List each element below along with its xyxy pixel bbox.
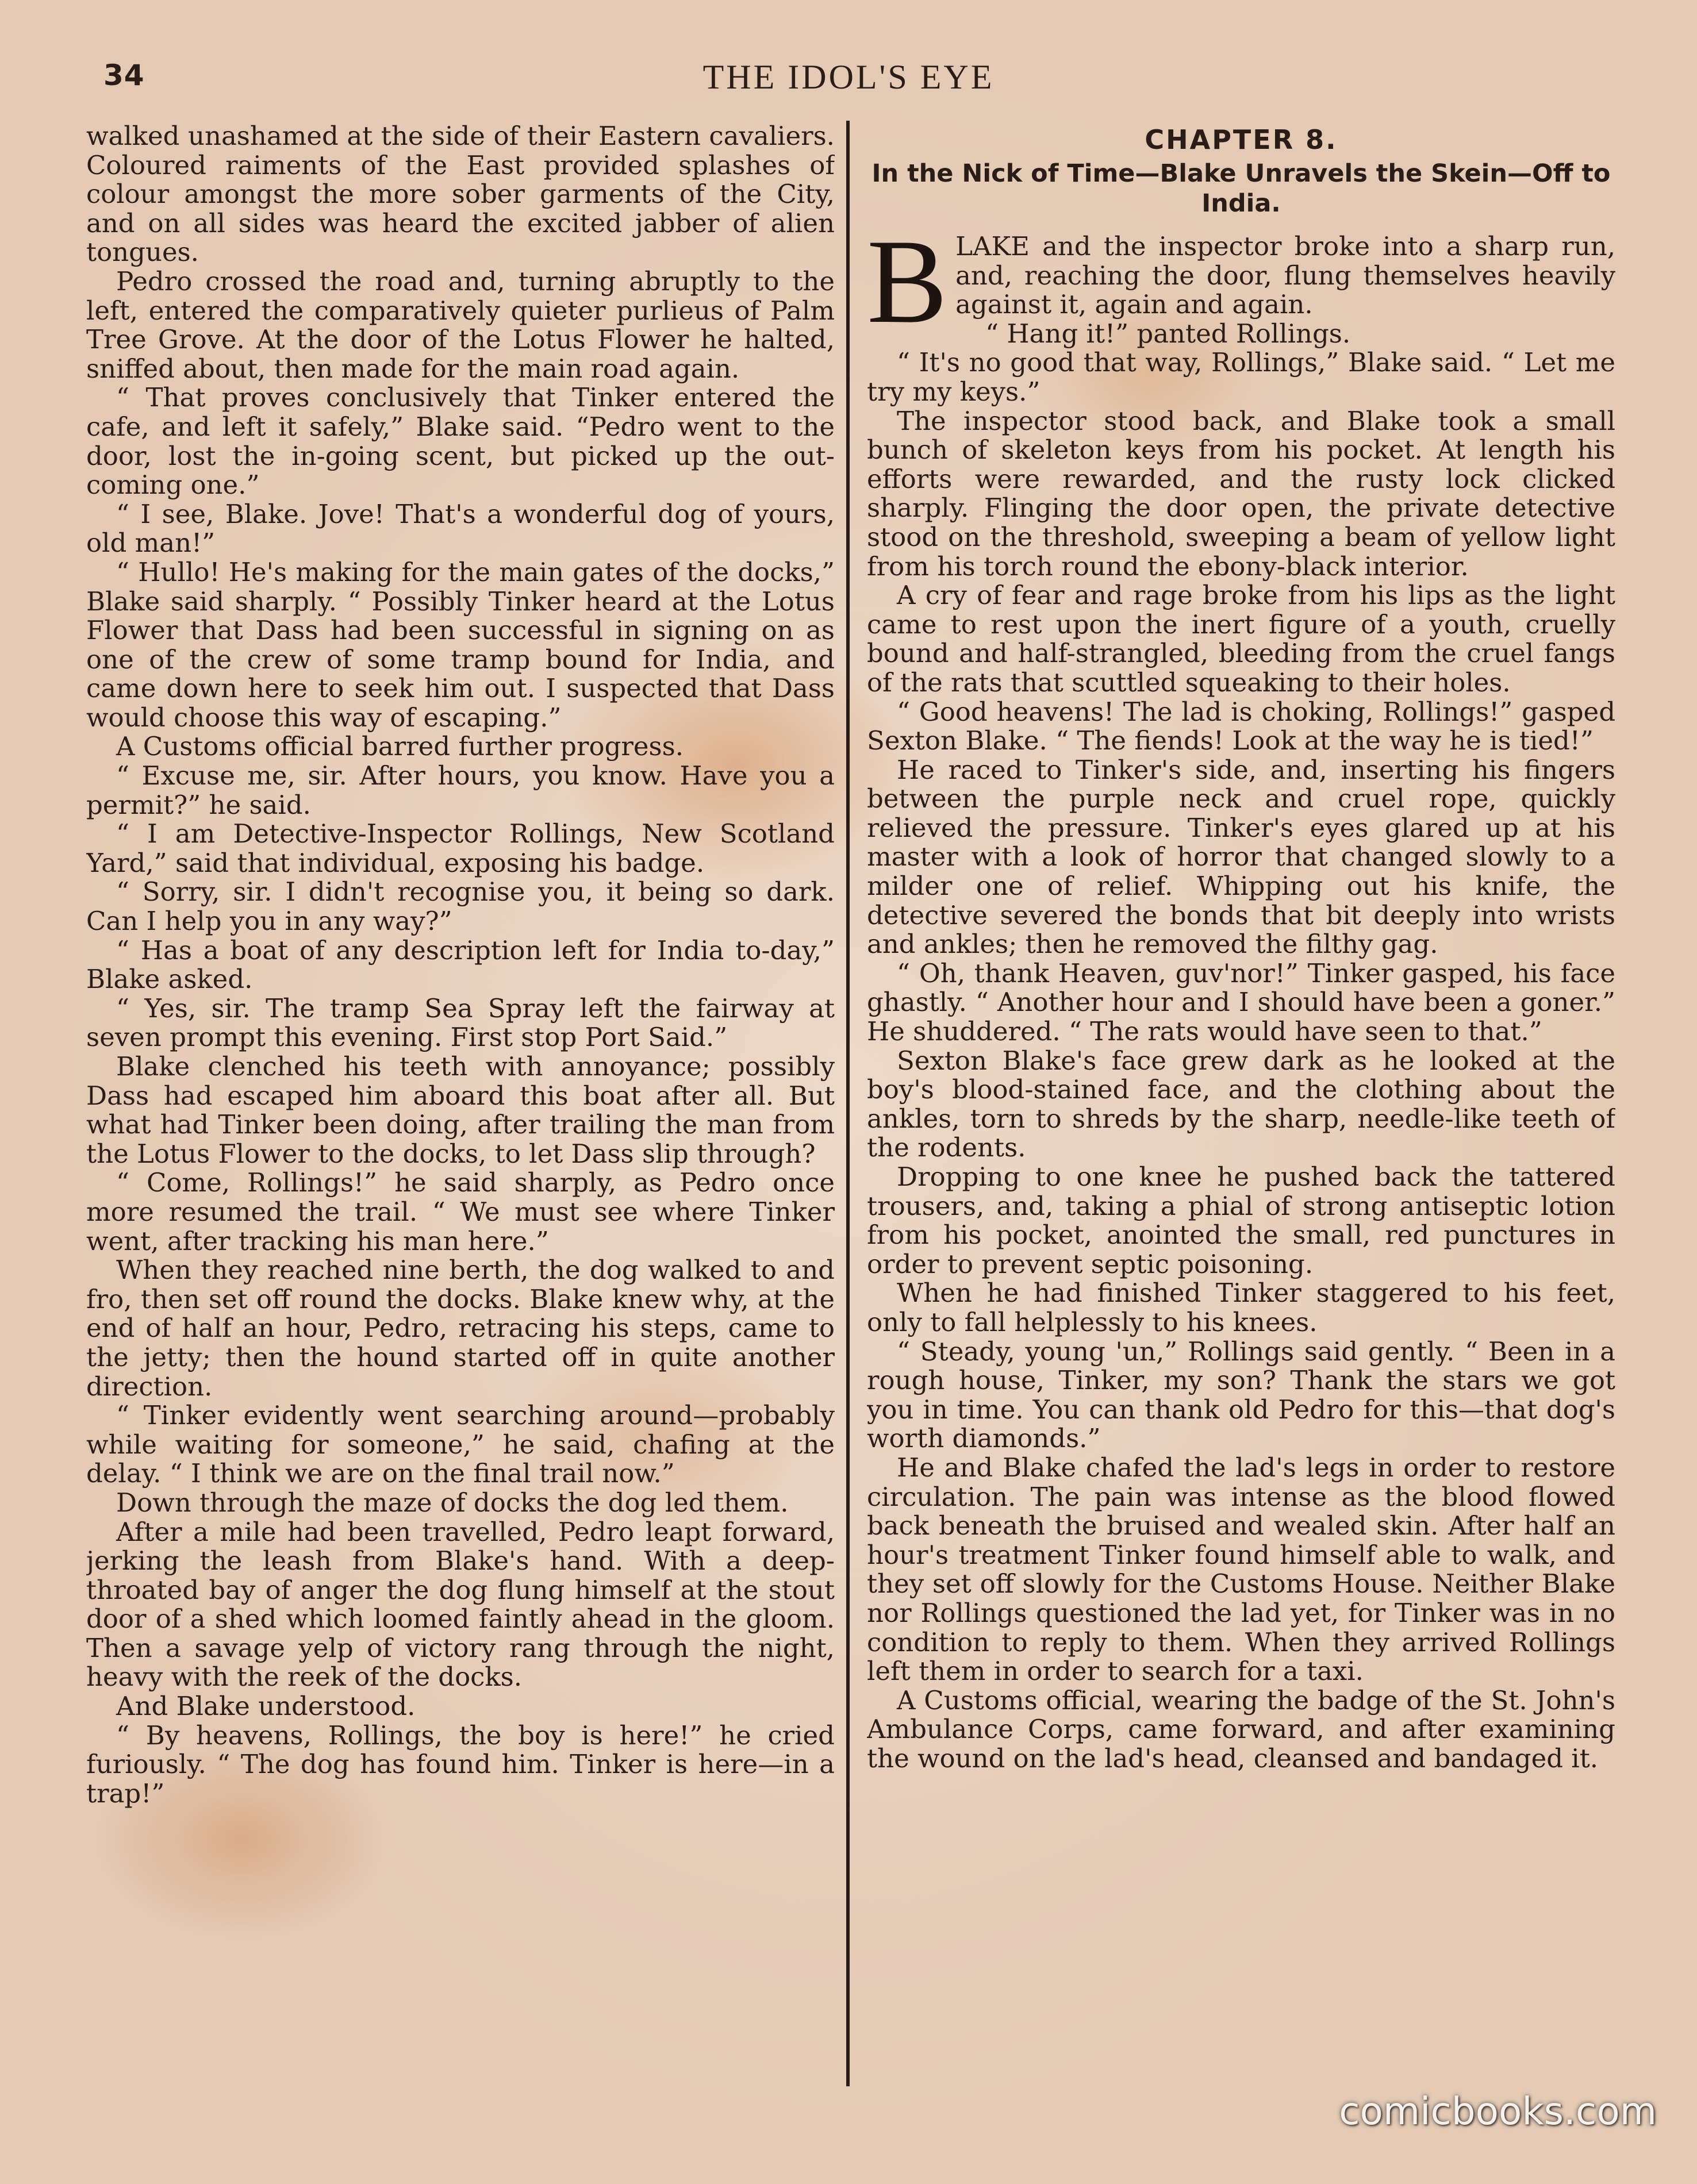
- chapter-subtitle: In the Nick of Time—Blake Unravels the Skein—Off to India.: [871, 159, 1611, 218]
- left-paragraph: “ That proves conclusively that Tinker entered the cafe, and left it safely,” Blake said. “Pedro went to the door, lost the in-going scent, but picked up the out-coming one.”: [86, 382, 835, 501]
- left-paragraph: “ Hullo! He's making for the main gates of the docks,” Blake said sharply. “ Possibly Tinker heard at the Lotus Flower that Dass had been successful in signing on as one of the crew of some tramp bound for India, and came down here to seek him out. I suspected that Dass would choose this way of escaping.”: [86, 556, 835, 733]
- right-paragraph: “ Hang it!” panted Rollings.: [985, 318, 1351, 349]
- right-paragraph: A cry of fear and rage broke from his lips as the light came to rest upon the inert figure of a youth, cruelly bound and half-strangled, bleeding from the cruel fangs of the rats that scuttled squeaking to their holes.: [867, 580, 1615, 698]
- right-paragraph: “ Steady, young 'un,” Rollings said gently. “ Been in a rough house, Tinker, my son? Thank the stars we got you in time. You can thank old Pedro for this—that dog's worth diamonds.”: [867, 1336, 1615, 1454]
- right-paragraph: Dropping to one knee he pushed back the tattered trousers, and, taking a phial of strong antiseptic lotion from his pocket, anointed the small, red punctures in order to prevent septic poisoning.: [867, 1162, 1615, 1279]
- left-paragraph: When they reached nine berth, the dog walked to and fro, then set off round the docks. Blake knew why, at the end of half an hour, Pedro, retracing his steps, came to the jetty; then the hound started off in quite another direction.: [86, 1255, 835, 1402]
- left-paragraph: “ Yes, sir. The tramp Sea Spray left the fairway at seven prompt this evening. First stop Port Said.”: [86, 993, 835, 1053]
- right-paragraph: When he had finished Tinker staggered to his feet, only to fall helplessly to his knees.: [867, 1278, 1615, 1337]
- left-paragraph: “ I am Detective-Inspector Rollings, New Scotland Yard,” said that individual, exposing his badge.: [86, 818, 835, 878]
- opening-text: LAKE and the inspector broke into a sharp run, and, reaching the door, flung themselves heavily against it, again and again.: [955, 231, 1615, 320]
- left-paragraph: Pedro crossed the road and, turning abruptly to the left, entered the comparatively quieter purlieus of Palm Tree Grove. At the door of the Lotus Flower he halted, sniffed about, then made for the main road again.: [86, 266, 835, 384]
- left-column: [86, 122, 835, 2116]
- left-paragraph: “ I see, Blake. Jove! That's a wonderful dog of yours, old man!”: [86, 498, 835, 559]
- page-number: 34: [103, 59, 145, 92]
- left-paragraph: “ Tinker evidently went searching around—probably while waiting for someone,” he said, chafing at the delay. “ I think we are on the final trail now.”: [86, 1400, 835, 1489]
- right-paragraph: The inspector stood back, and Blake took a small bunch of skeleton keys from his pocket. At length his efforts were rewarded, and the rusty lock clicked sharply. Flinging the door open, the private detective stood on the threshold, sweeping a beam of yellow light from his torch round the ebony-black interior.: [867, 405, 1615, 582]
- left-paragraph: A Customs official barred further progress.: [116, 731, 684, 762]
- watermark-text: comicbooks.com: [1339, 2089, 1657, 2133]
- right-column: [867, 122, 1615, 2116]
- left-paragraph: Down through the maze of docks the dog led them.: [116, 1487, 789, 1518]
- right-paragraph: He raced to Tinker's side, and, inserting his fingers between the purple neck and cruel rope, quickly relieved the pressure. Tinker's eyes glared up at his master with a look of horror that changed slowly to a milder one of relief. Whipping out his knife, the detective severed the bonds that bit deeply into wrists and ankles; then he removed the filthy gag.: [867, 754, 1615, 960]
- right-paragraph: “ It's no good that way, Rollings,” Blake said. “ Let me try my keys.”: [867, 347, 1615, 407]
- running-head: THE IDOL'S EYE: [702, 58, 995, 96]
- right-paragraph: He and Blake chafed the lad's legs in order to restore circulation. The pain was intense as the blood flowed back beneath the bruised and wealed skin. After half an hour's treatment Tinker found himself able to walk, and they set off slowly for the Customs House. Neither Blake nor Rollings questioned the lad yet, for Tinker was in no condition to reply to them. When they arrived Rollings left them in order to search for a taxi.: [867, 1452, 1615, 1687]
- left-paragraph: After a mile had been travelled, Pedro leapt forward, jerking the leash from Blake's hand. With a deep-throated bay of anger the dog flung himself at the stout door of a shed which loomed faintly ahead in the gloom. Then a savage yelp of victory rang through the night, heavy with the reek of the docks.: [86, 1516, 835, 1693]
- left-paragraph: “ Sorry, sir. I didn't recognise you, it being so dark. Can I help you in any way?”: [86, 876, 835, 937]
- column-rule: [846, 121, 850, 2086]
- right-paragraph: Sexton Blake's face grew dark as he looked at the boy's blood-stained face, and the clothing about the ankles, torn to shreds by the sharp, needle-like teeth of the rodents.: [867, 1045, 1615, 1163]
- left-paragraph: “ Excuse me, sir. After hours, you know. Have you a permit?” he said.: [86, 760, 835, 820]
- left-paragraph: walked unashamed at the side of their Eastern cavaliers. Coloured raiments of the East provided splashes of colour amongst the more sober garments of the City, and on all sides was heard the excited jabber of alien tongues.: [86, 122, 835, 268]
- left-paragraph: Blake clenched his teeth with annoyance; possibly Dass had escaped him aboard this boat after all. But what had Tinker been doing, after trailing the man from the Lotus Flower to the docks, to let Dass slip through?: [86, 1051, 835, 1169]
- right-paragraph: A Customs official, wearing the badge of the St. John's Ambulance Corps, came forward, and after examining the wound on the lad's head, cleansed and bandaged it.: [867, 1685, 1615, 1774]
- left-paragraph: “ Has a boat of any description left for India to-day,” Blake asked.: [86, 935, 835, 995]
- right-paragraph: “ Oh, thank Heaven, guv'nor!” Tinker gasped, his face ghastly. “ Another hour and I should have been a goner.” He shuddered. “ The rats would have seen to that.”: [867, 958, 1615, 1047]
- drop-cap: B: [867, 215, 948, 348]
- right-paragraph: “ Good heavens! The lad is choking, Rollings!” gasped Sexton Blake. “ The fiends! Look at the way he is tied!”: [867, 696, 1615, 756]
- left-paragraph: “ Come, Rollings!” he said sharply, as Pedro once more resumed the trail. “ We must see where Tinker went, after tracking his man here.”: [86, 1167, 835, 1256]
- left-paragraph: And Blake understood.: [116, 1691, 416, 1722]
- chapter-heading: CHAPTER 8.: [1145, 124, 1338, 155]
- left-paragraph: “ By heavens, Rollings, the boy is here!” he cried furiously. “ The dog has found him. Tinker is here—in a trap!”: [86, 1720, 835, 1809]
